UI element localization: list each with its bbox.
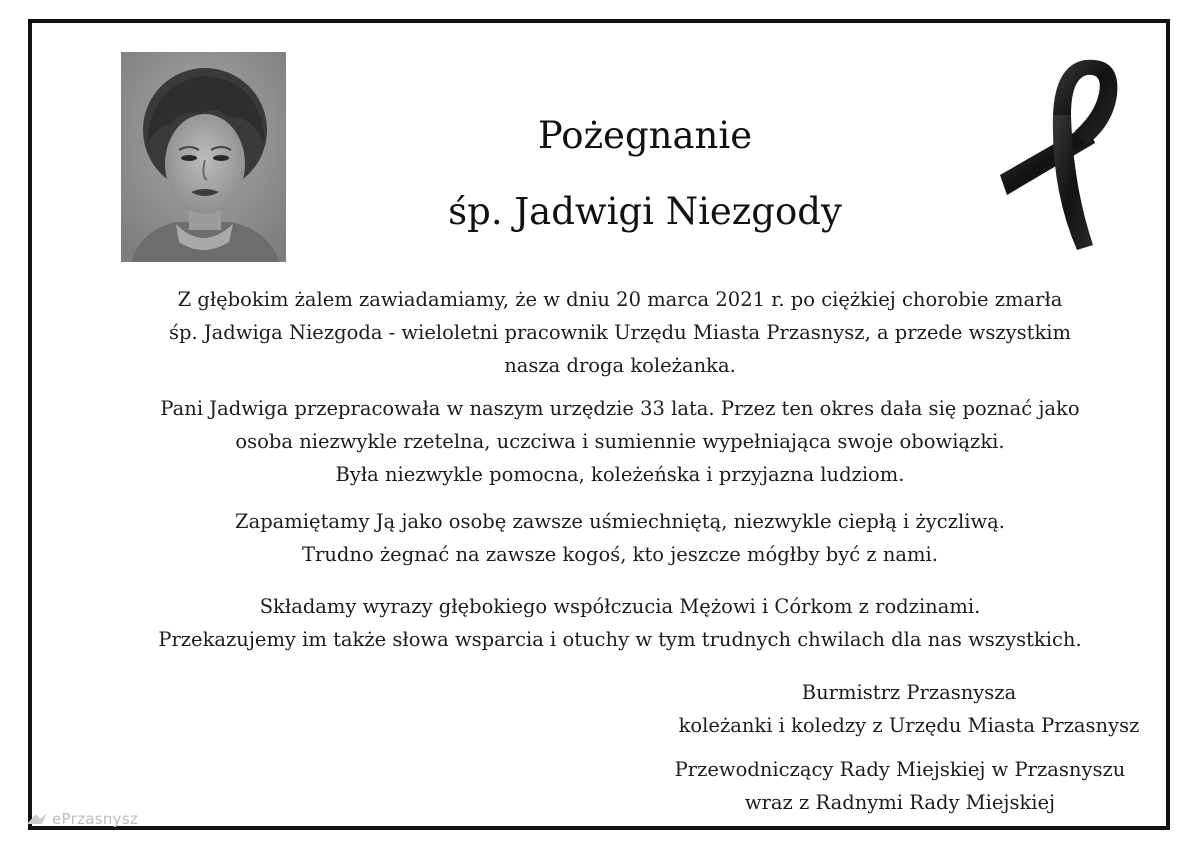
signature-line: wraz z Radnymi Rady Miejskiej (744, 791, 1056, 814)
signature-line: koleżanki i koledzy z Urzędu Miasta Przasnysz (678, 714, 1140, 737)
paragraph-line: Z głębokim żalem zawiadamiamy, że w dniu 20 marca 2021 r. po ciężkiej chorobie zmarła (177, 288, 1063, 311)
paragraph-line: Zapamiętamy Ją jako osobę zawsze uśmiechniętą, niezwykle ciepłą i życzliwą. (235, 510, 1005, 533)
watermark-text: ePrzasnysz (52, 810, 139, 828)
signature-line: Przewodniczący Rady Miejskiej w Przasnyszu (674, 758, 1126, 781)
paragraph-condolences (40, 590, 1200, 656)
paragraph-line: śp. Jadwiga Niezgoda - wieloletni pracownik Urzędu Miasta Przasnysz, a przede wszystkim (168, 321, 1072, 344)
signature-block-council (590, 753, 1200, 819)
signature-line: Burmistrz Przasnysza (801, 681, 1017, 704)
paragraph-remembrance (40, 505, 1200, 571)
portrait-photo (121, 52, 286, 262)
paragraph-line: Trudno żegnać na zawsze kogoś, kto jeszcze mógłby być z nami. (302, 543, 938, 566)
paragraph-line: Przekazujemy im także słowa wsparcia i otuchy w tym trudnych chwilach dla nas wszystkich. (158, 628, 1082, 651)
title-line-1: Pożegnanie (537, 114, 753, 157)
watermark (26, 810, 138, 828)
watermark-logo-icon (26, 812, 48, 826)
signature-block-mayor (590, 676, 1200, 742)
mourning-ribbon-icon (995, 55, 1130, 250)
paragraph-line: osoba niezwykle rzetelna, uczciwa i sumiennie wypełniająca swoje obowiązki. (235, 430, 1005, 453)
paragraph-line: Pani Jadwiga przepracowała w naszym urzędzie 33 lata. Przez ten okres dała się poznać jako (160, 397, 1080, 420)
paragraph-line: Składamy wyrazy głębokiego współczucia Mężowi i Córkom z rodzinami. (259, 595, 981, 618)
title-line-2: śp. Jadwigi Niezgody (448, 190, 842, 233)
paragraph-announcement (40, 283, 1200, 382)
paragraph-line: Była niezwykle pomocna, koleżeńska i przyjazna ludziom. (335, 463, 905, 486)
paragraph-line: nasza droga koleżanka. (504, 354, 736, 377)
paragraph-career (40, 392, 1200, 491)
